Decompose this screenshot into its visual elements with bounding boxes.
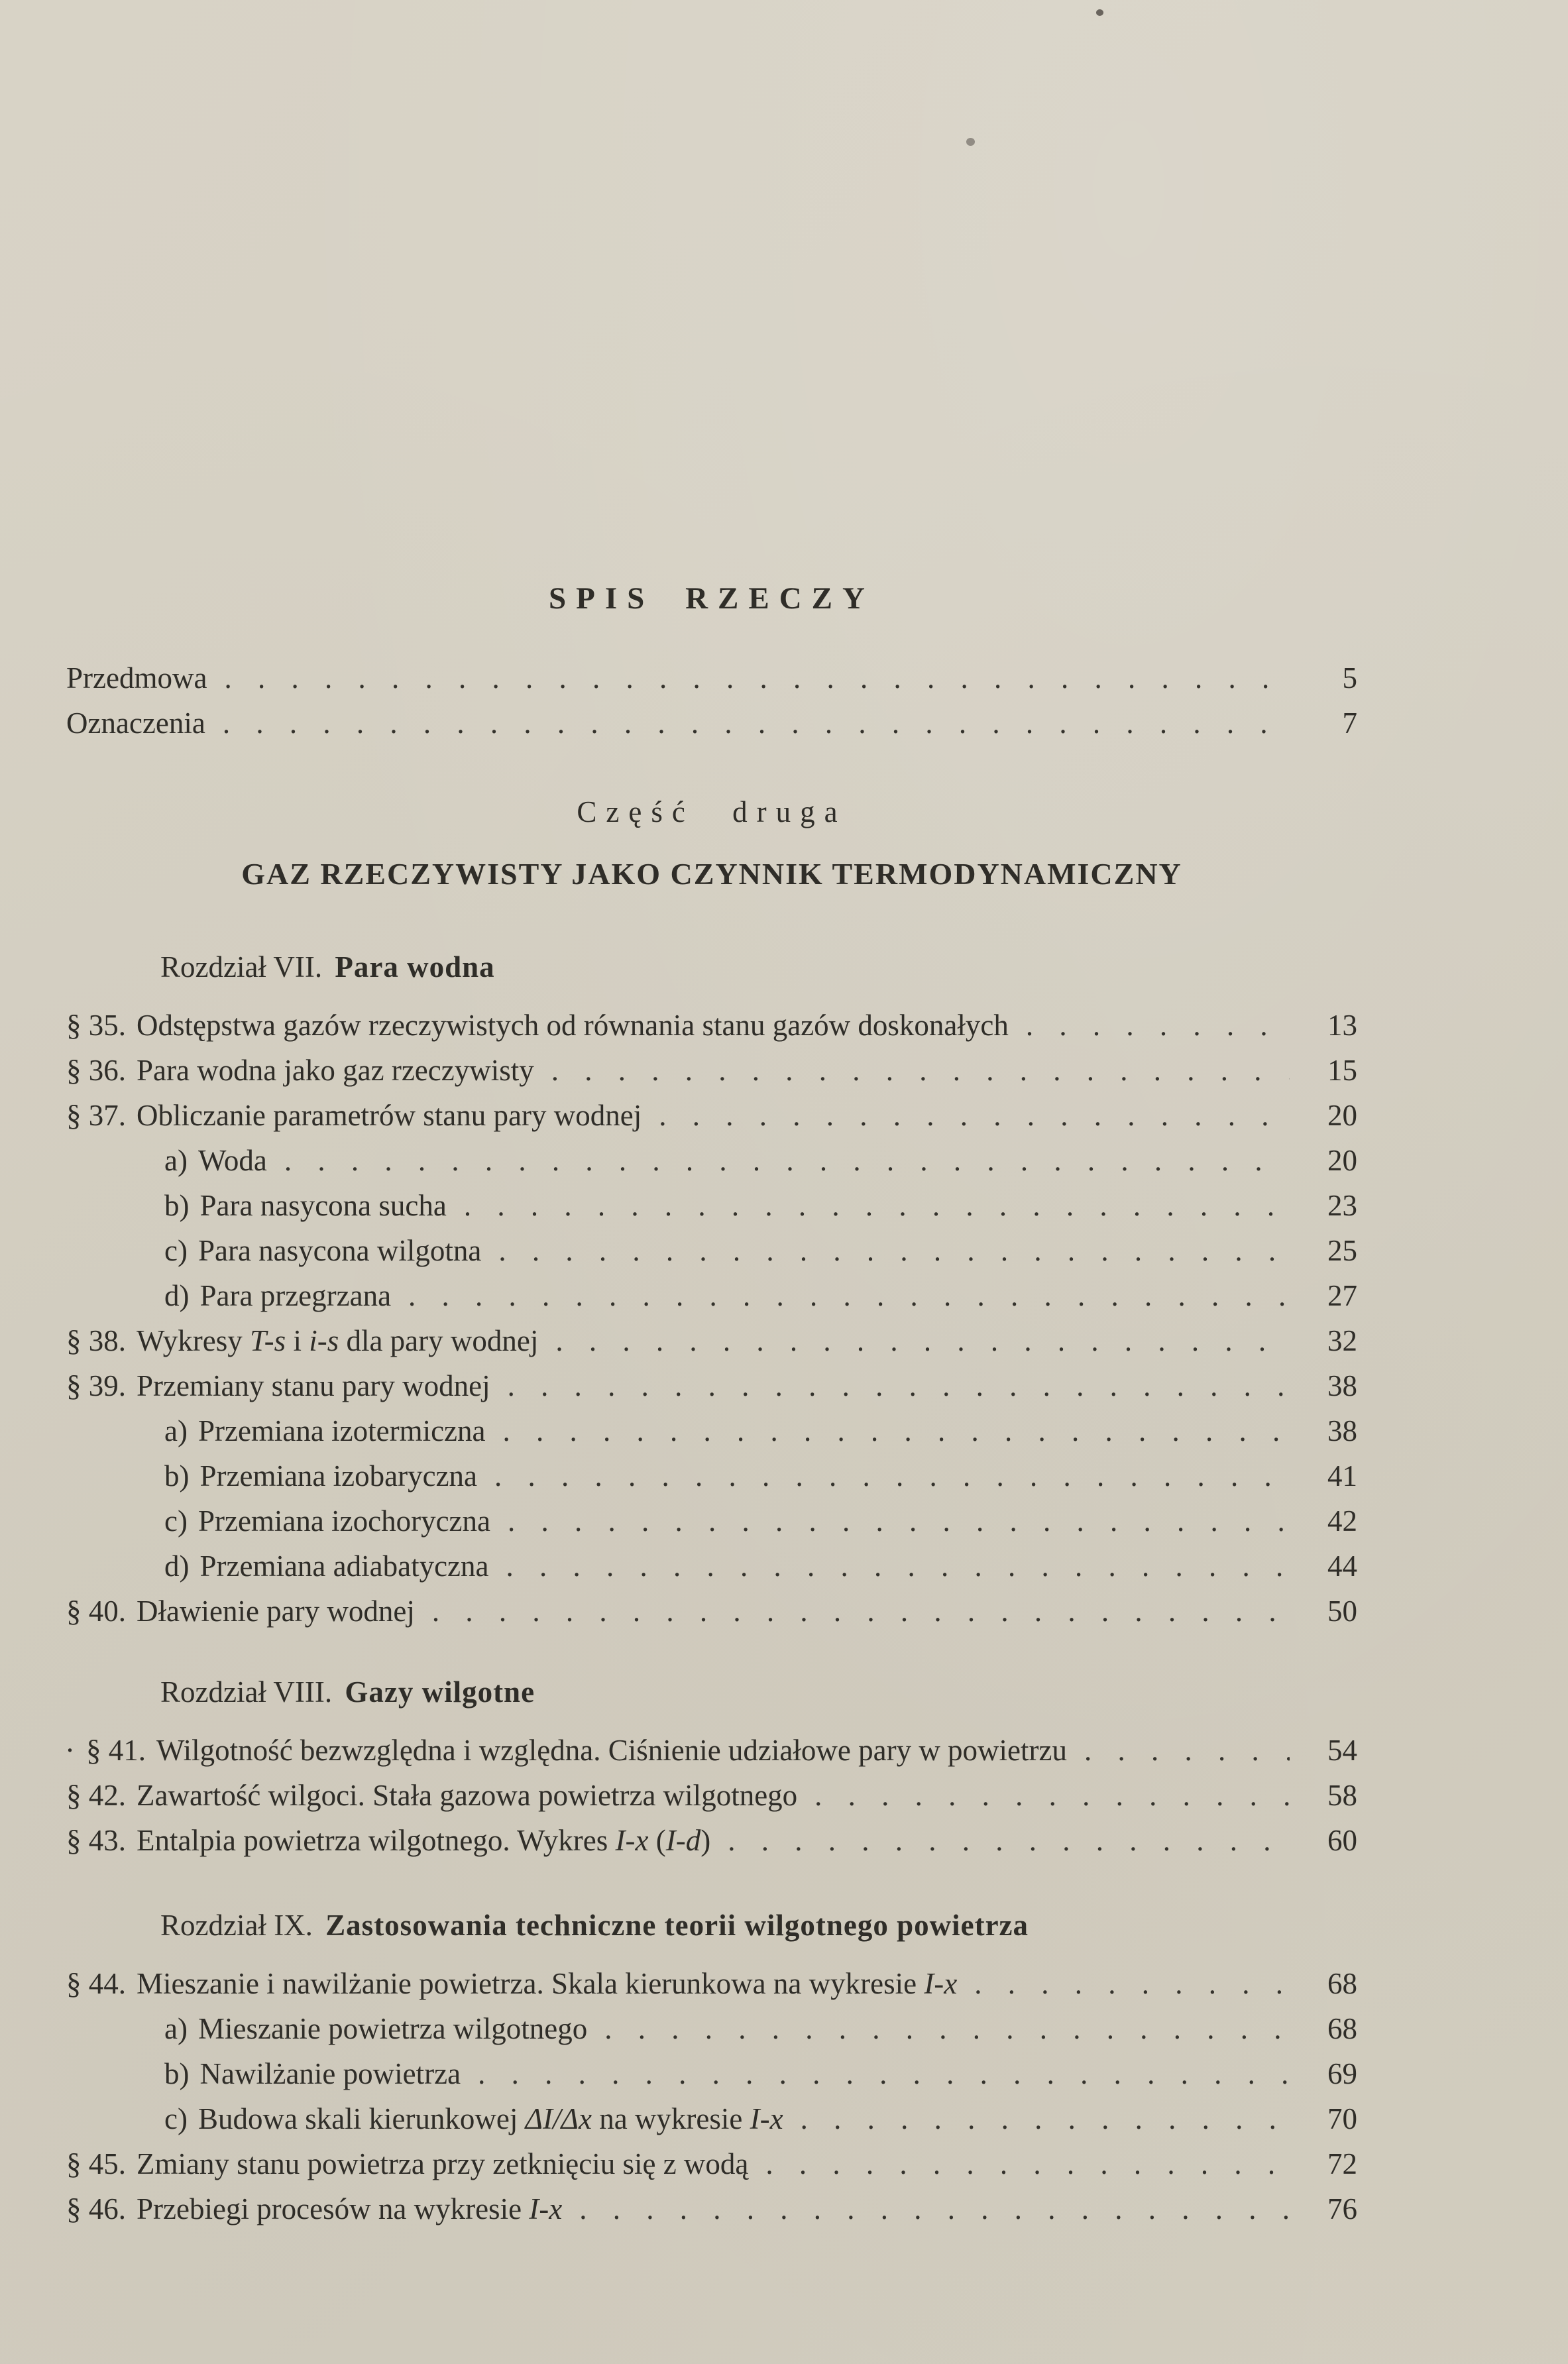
toc-entry xyxy=(66,1453,1357,1498)
toc-entry-text: Przemiany stanu pary wodnej xyxy=(137,1369,490,1402)
part-name: Część druga xyxy=(577,795,847,828)
chapter-number: Rozdział IX. xyxy=(160,1909,313,1942)
toc-entry-text: Para wodna jako gaz rzeczywisty xyxy=(137,1054,534,1087)
toc-entry-page: 20 xyxy=(1327,1144,1357,1177)
chapter-heading xyxy=(66,944,1357,989)
dot-leader xyxy=(506,1544,1290,1589)
dot-leader xyxy=(551,1048,1290,1093)
toc-entry-page: 41 xyxy=(1327,1459,1357,1492)
toc-entry-label: b) xyxy=(164,2057,190,2090)
toc-entry xyxy=(66,1961,1357,2006)
dot-leader xyxy=(1084,1728,1290,1773)
part-title: GAZ RZECZYWISTY JAKO CZYNNIK TERMODYNAMICZNY xyxy=(241,857,1182,891)
toc-entry-page: 38 xyxy=(1327,1369,1357,1402)
dot-leader xyxy=(498,1228,1290,1273)
toc-entry-text: Para nasycona sucha xyxy=(199,1189,447,1222)
chapter-number: Rozdział VII. xyxy=(160,950,323,984)
toc-entry-label: c) xyxy=(164,1504,188,1538)
toc-entry xyxy=(66,1728,1357,1773)
toc-entry xyxy=(66,1093,1357,1138)
chapter-title: Zastosowania techniczne teorii wilgotnego powietrza xyxy=(325,1909,1029,1942)
toc-entry-page: 72 xyxy=(1327,2147,1357,2180)
toc-entry-text: Wilgotność bezwzględna i względna. Ciśnienie udziałowe pary w powietrzu xyxy=(156,1734,1067,1767)
toc-entry-page: 76 xyxy=(1327,2192,1357,2225)
dot-leader xyxy=(503,1408,1290,1453)
chapter-entries xyxy=(66,1961,1357,2231)
toc-entry-page: 32 xyxy=(1327,1324,1357,1357)
toc-entry-page: 70 xyxy=(1327,2102,1357,2135)
toc-entry-label: § 46. xyxy=(66,2192,126,2225)
toc-entry-label: § 36. xyxy=(66,1054,126,1087)
dot-leader xyxy=(801,2096,1290,2141)
toc-entry xyxy=(66,1048,1357,1093)
toc-entry xyxy=(66,1273,1357,1318)
toc-entry-label: § 43. xyxy=(66,1824,126,1857)
toc-entry xyxy=(66,1363,1357,1408)
toc-entry-label: § 37. xyxy=(66,1099,126,1132)
dot-leader xyxy=(408,1273,1290,1318)
toc-entry-label: § 39. xyxy=(66,1369,126,1402)
toc-entry-page: 23 xyxy=(1327,1189,1357,1222)
toc-entry xyxy=(66,2006,1357,2051)
dot-leader xyxy=(478,2051,1290,2096)
toc-entry-page: 7 xyxy=(1342,706,1357,740)
dot-leader xyxy=(579,2186,1290,2231)
dot-leader xyxy=(284,1138,1290,1183)
dot-leader xyxy=(765,2141,1290,2186)
toc-entry-label: a) xyxy=(164,1144,188,1177)
toc-entry xyxy=(66,1408,1357,1453)
toc-entry-page: 5 xyxy=(1342,661,1357,695)
toc-entry-text: Para nasycona wilgotna xyxy=(197,1234,482,1267)
toc-entry xyxy=(66,1818,1357,1863)
scan-speck xyxy=(1096,9,1103,16)
toc-entry-page: 68 xyxy=(1327,1967,1357,2000)
toc-entry xyxy=(66,1498,1357,1544)
toc-entry xyxy=(66,2141,1357,2186)
toc-entry xyxy=(66,701,1357,746)
toc-entry-label: b) xyxy=(164,1459,190,1492)
toc-entry xyxy=(66,655,1357,701)
toc-entry-text: Para przegrzana xyxy=(199,1279,392,1312)
toc-entry-text: Oznaczenia xyxy=(66,706,205,740)
chapter-heading xyxy=(66,1669,1357,1715)
toc-entry-page: 68 xyxy=(1327,2012,1357,2045)
toc-entry-text: Przemiana adiabatyczna xyxy=(199,1549,489,1583)
toc-entry xyxy=(66,1773,1357,1818)
toc-entry-label: c) xyxy=(164,1234,188,1267)
front-matter-list xyxy=(66,655,1357,746)
toc-entry-text: Zawartość wilgoci. Stała gazowa powietrza wilgotnego xyxy=(137,1779,798,1812)
dot-leader xyxy=(604,2006,1290,2051)
toc-entry-label: § 35. xyxy=(66,1009,126,1042)
toc-entry-text: Entalpia powietrza wilgotnego. Wykres I-x (I-d) xyxy=(137,1824,711,1857)
dot-leader xyxy=(728,1818,1290,1863)
toc-entry-label: § 45. xyxy=(66,2147,126,2180)
chapter-section-vii xyxy=(66,944,1357,1634)
table-of-contents xyxy=(66,583,1357,2231)
toc-entry xyxy=(66,1138,1357,1183)
toc-entry-text: Nawilżanie powietrza xyxy=(199,2057,461,2090)
toc-entry xyxy=(66,1003,1357,1048)
toc-entry-text: Przebiegi procesów na wykresie I-x xyxy=(137,2192,563,2225)
toc-entry-page: 25 xyxy=(1327,1234,1357,1267)
toc-entry xyxy=(66,2051,1357,2096)
toc-entry-page: 42 xyxy=(1327,1504,1357,1538)
toc-entry-text: Obliczanie parametrów stanu pary wodnej xyxy=(137,1099,642,1132)
toc-entry-label: a) xyxy=(164,1414,188,1447)
toc-entry-page: 27 xyxy=(1327,1279,1357,1312)
part-header xyxy=(66,789,1357,897)
toc-entry xyxy=(66,1589,1357,1634)
toc-entry xyxy=(66,1544,1357,1589)
toc-entry-label: § 42. xyxy=(66,1779,126,1812)
dot-leader xyxy=(432,1589,1290,1634)
toc-entry-label: d) xyxy=(164,1279,190,1312)
toc-entry-text: Zmiany stanu powietrza przy zetknięciu się z wodą xyxy=(137,2147,749,2180)
toc-entry-text: Przedmowa xyxy=(66,661,207,695)
scan-speck xyxy=(966,138,975,146)
chapter-title: Gazy wilgotne xyxy=(345,1675,535,1709)
toc-entry-page: 54 xyxy=(1327,1734,1357,1767)
dot-leader xyxy=(464,1183,1290,1228)
toc-entry-label: d) xyxy=(164,1549,190,1583)
toc-entry xyxy=(66,1318,1357,1363)
dot-leader xyxy=(508,1498,1290,1544)
chapter-section-viii xyxy=(66,1669,1357,1863)
dot-leader xyxy=(494,1453,1290,1498)
dot-leader xyxy=(555,1318,1290,1363)
toc-entry-text: Przemiana izotermiczna xyxy=(197,1414,486,1447)
dot-leader xyxy=(508,1363,1290,1408)
toc-entry-text: Woda xyxy=(197,1144,267,1177)
toc-entry-page: 58 xyxy=(1327,1779,1357,1812)
toc-entry-text: Przemiana izobaryczna xyxy=(199,1459,478,1492)
toc-entry-label: · § 41. xyxy=(86,1734,146,1767)
chapter-number: Rozdział VIII. xyxy=(160,1675,333,1709)
chapter-entries xyxy=(66,1728,1357,1863)
toc-entry-label: § 38. xyxy=(66,1324,126,1357)
dot-leader xyxy=(814,1773,1290,1818)
toc-entry-label: b) xyxy=(164,1189,190,1222)
toc-entry-text: Mieszanie powietrza wilgotnego xyxy=(197,2012,588,2045)
dot-leader xyxy=(223,701,1290,746)
toc-entry-label: § 40. xyxy=(66,1595,126,1628)
toc-entry xyxy=(66,1183,1357,1228)
toc-entry-text: Przemiana izochoryczna xyxy=(197,1504,490,1538)
page-title: SPIS RZECZY xyxy=(549,581,875,616)
toc-entry-page: 60 xyxy=(1327,1824,1357,1857)
toc-entry-text: Wykresy T-s i i-s dla pary wodnej xyxy=(137,1324,539,1357)
toc-entry-label: c) xyxy=(164,2102,188,2135)
toc-entry-label: a) xyxy=(164,2012,188,2045)
dot-leader xyxy=(974,1961,1290,2006)
dot-leader xyxy=(1026,1003,1290,1048)
toc-entry-page: 69 xyxy=(1327,2057,1357,2090)
chapter-title: Para wodna xyxy=(335,950,495,984)
toc-entry xyxy=(66,2096,1357,2141)
chapter-heading xyxy=(66,1903,1357,1948)
toc-entry-text: Mieszanie i nawilżanie powietrza. Skala kierunkowa na wykresie I-x xyxy=(137,1967,958,2000)
toc-entry-page: 13 xyxy=(1327,1009,1357,1042)
toc-entry xyxy=(66,1228,1357,1273)
toc-entry-page: 20 xyxy=(1327,1099,1357,1132)
chapter-section-ix xyxy=(66,1903,1357,2231)
toc-entry-page: 44 xyxy=(1327,1549,1357,1583)
toc-entry-page: 50 xyxy=(1327,1595,1357,1628)
toc-entry-page: 38 xyxy=(1327,1414,1357,1447)
dot-leader xyxy=(659,1093,1290,1138)
toc-entry-page: 15 xyxy=(1327,1054,1357,1087)
toc-entry-text: Odstępstwa gazów rzeczywistych od równania stanu gazów doskonałych xyxy=(137,1009,1009,1042)
toc-entry-text: Dławienie pary wodnej xyxy=(137,1595,415,1628)
dot-leader xyxy=(224,655,1290,701)
toc-entry-text: Budowa skali kierunkowej ΔI/Δx na wykresie I-x xyxy=(197,2102,783,2135)
chapter-entries xyxy=(66,1003,1357,1634)
toc-entry xyxy=(66,2186,1357,2231)
toc-entry-label: § 44. xyxy=(66,1967,126,2000)
